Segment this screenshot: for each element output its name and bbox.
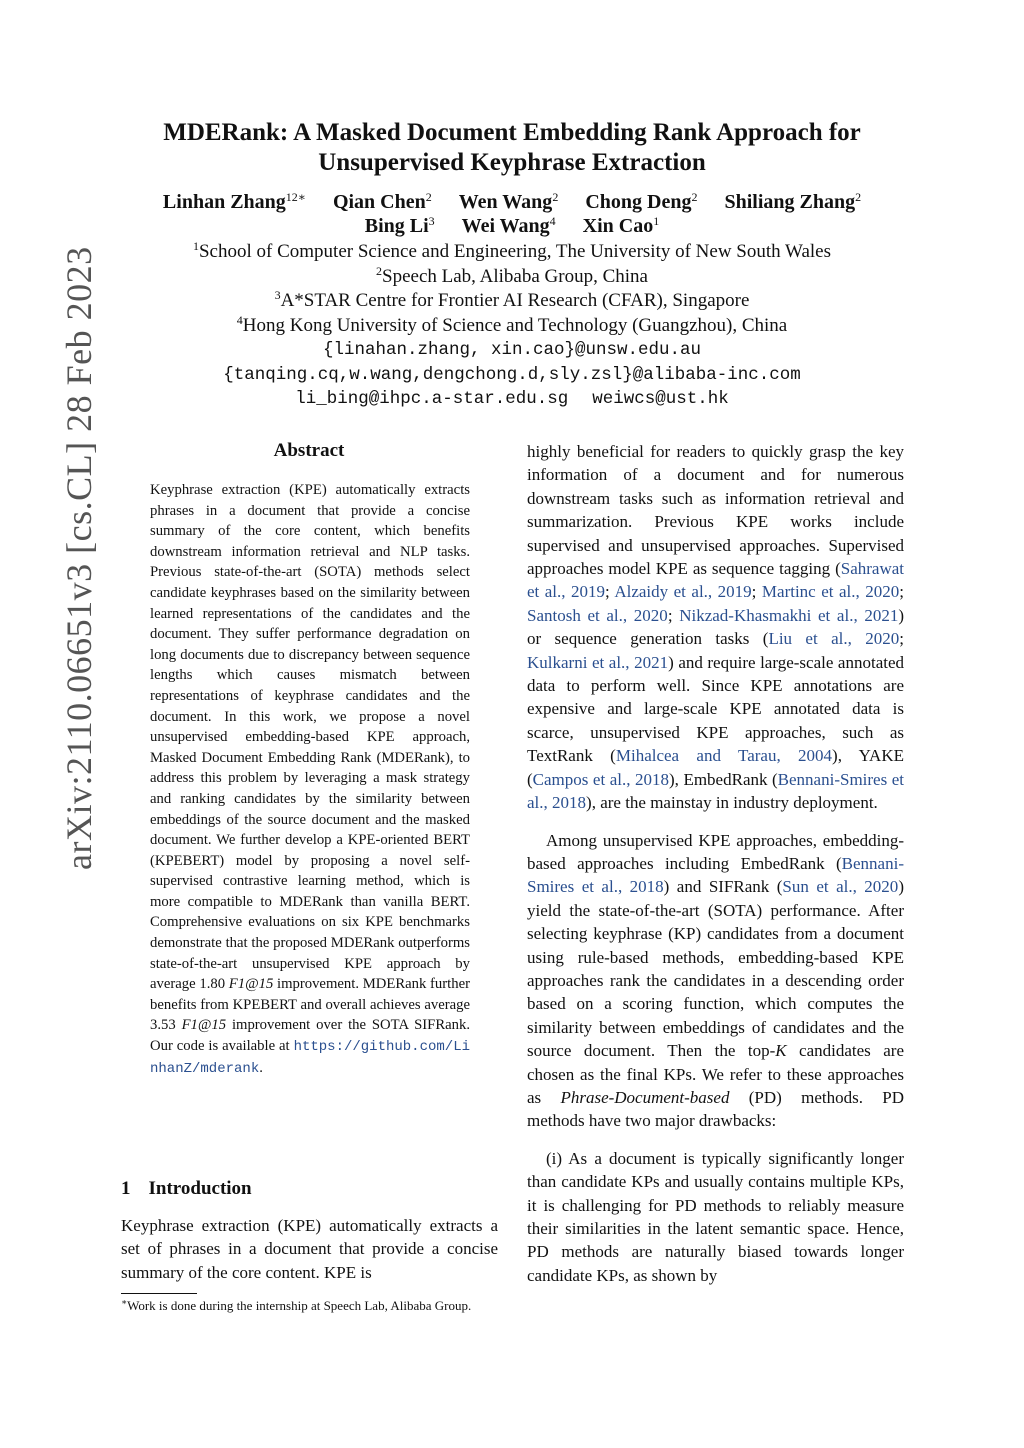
author: Wen Wang$^2$ <box>458 190 559 213</box>
abstract-body: Keyphrase extraction (KPE) automatically extracts phrases in a document that provide a concise summary of the core content, which benefits downstream information retrieval and NLP tasks. Previous state-of-the-art (SOTA) methods select candidate keyphrases based on the similarity between learned representations of the candidates and the document. They suffer performance degradation on long documents due to discrepancy between sequence lengths which causes mismatch between representations of keyphrase candidates and the document. In this work, we propose a novel unsupervised embedding-based KPE approach, Masked Document Embedding Rank (MDERank), to address this problem by leveraging a mask strategy and ranking candidates by the similarity between embeddings of the source document and the masked document. We further develop a KPE-oriented BERT (KPEBERT) model by proposing a novel self-supervised contrastive learning method, which is more compatible to MDERank than vanilla BERT. Comprehensive evaluations on six KPE benchmarks demonstrate that the proposed MDERank outperforms state-of-the-art unsupervised KPE approach by average 1.80 F1@15 improvement. MDERank further benefits from KPEBERT and overall achieves average 3.53 F1@15 improvement over the SOTA SIFRank. Our code is available at https://github.com/LinhanZ/mderank. <box>150 482 471 1077</box>
citation-link[interactable]: Martinc et al., 2020 <box>761 582 900 602</box>
affiliation: $^4$Hong Kong University of Science and Technology (Guangzhou), China <box>236 312 788 336</box>
metric: F1@15 <box>228 976 274 993</box>
affiliation: $^2$Speech Lab, Alibaba Group, China <box>376 263 648 287</box>
email-line-3 <box>120 387 904 412</box>
author: Chong Deng$^2$ <box>585 190 698 213</box>
citation-link[interactable]: Bennani-Smires et al., 2018 <box>527 853 904 897</box>
citation-link[interactable]: Campos et al., 2018 <box>532 769 670 789</box>
author-row-2 <box>120 214 904 238</box>
abstract-heading: Abstract <box>273 440 345 461</box>
paper-title <box>120 118 904 178</box>
paragraph: Among unsupervised KPE approaches, embedding-based approaches including EmbedRank (Bennani-Smires et al., 2018) and SIFRank (Sun et al., 2020) yield the state-of-the-art (SOTA) performance. After selecting keyphrase (KP) candidates from a document using rule-based methods, embedding-based KPE approaches rank the candidates in a descending order based on a scoring function, which computes the similarity between embeddings of candidates and the source document. Then the top-K candidates are chosen as the final KPs. We refer to these approaches as Phrase-Document-based (PD) methods. PD methods have two major drawbacks: <box>527 830 904 1131</box>
email-link[interactable]: li_bing@ihpc.a-star.edu.sg <box>295 389 569 409</box>
author-list <box>120 190 904 238</box>
citation-link[interactable]: Sun et al., 2020 <box>782 877 899 897</box>
metric: F1@15 <box>181 1017 227 1034</box>
title-line-2: Unsupervised Keyphrase Extraction <box>318 149 706 176</box>
email-line-2[interactable]: {tanqing.cq,w.wang,dengchong.d,sly.zsl}@alibaba-inc.com <box>223 364 801 385</box>
author: Xin Cao$^1$ <box>582 214 660 237</box>
author-row-1 <box>120 190 904 214</box>
citation-link[interactable]: Kulkarni et al., 2021 <box>527 652 669 672</box>
citation-link[interactable]: Mihalcea and Tarau, 2004 <box>615 746 833 766</box>
code-url-link[interactable]: https://github.com/LinhanZ/mderank <box>150 1039 470 1077</box>
citation-link[interactable]: Nikzad-Khasmakhi et al., 2021 <box>679 605 899 625</box>
author: Linhan Zhang$^{12∗}$ <box>162 190 306 213</box>
arxiv-identifier[interactable]: arXiv:2110.06651v3 [cs.CL] 28 Feb 2023 <box>59 246 99 870</box>
email-link[interactable]: weiwcs@ust.hk <box>592 389 729 409</box>
author: Wei Wang$^4$ <box>461 214 556 237</box>
citation-link[interactable]: Liu et al., 2020 <box>768 629 900 649</box>
footnote: ∗Work is done during the internship at Speech Lab, Alibaba Group. <box>121 1297 472 1313</box>
affiliations <box>120 240 904 412</box>
author: Qian Chen$^2$ <box>332 190 432 213</box>
email-line-1[interactable]: {linahan.zhang, xin.cao}@unsw.edu.au <box>322 340 702 360</box>
author: Bing Li$^3$ <box>364 214 435 237</box>
section-heading-introduction: 1 Introduction <box>121 1178 252 1199</box>
author: Shiliang Zhang$^2$ <box>724 190 862 213</box>
citation-link[interactable]: Sahrawat et al., 2019 <box>527 559 904 602</box>
title-line-1: MDERank: A Masked Document Embedding Rank Approach for <box>163 119 861 146</box>
right-column <box>527 440 904 1301</box>
paragraph: highly beneficial for readers to quickly grasp the key information of a document and for numerous downstream tasks such as information retrieval and summarization. Previous KPE works include supervised and unsupervised approaches. Supervised approaches model KPE as sequence tagging (Sahrawat et al., 2019; Alzaidy et al., 2019; Martinc et al., 2020; Santosh et al., 2020; Nikzad-Khasmakhi et al., 2021) or sequence generation tasks (Liu et al., 2020; Kulkarni et al., 2021) and require large-scale annotated data to perform well. Since KPE annotations are expensive and large-scale KPE annotated data is scarce, unsupervised KPE approaches, such as TextRank (Mihalcea and Tarau, 2004), YAKE (Campos et al., 2018), EmbedRank (Bennani-Smires et al., 2018), are the mainstay in industry deployment. <box>527 442 905 813</box>
footnote-divider <box>121 1293 197 1294</box>
affiliation: $^1$School of Computer Science and Engineering, The University of New South Wales <box>192 239 832 262</box>
citation-link[interactable]: Alzaidy et al., 2019 <box>614 582 752 602</box>
citation-link[interactable]: Bennani-Smires et al., 2018 <box>527 769 905 813</box>
affiliation: $^3$A*STAR Centre for Frontier AI Research (CFAR), Singapore <box>274 288 750 311</box>
paragraph: (i) As a document is typically significantly longer than candidate KPs and usually contains multiple KPs, it is challenging for PD methods to reliably measure their similarities in the latent semantic space. Hence, PD methods are naturally biased towards longer candidate KPs, as shown by <box>527 1148 904 1285</box>
term: Phrase-Document-based <box>560 1087 730 1107</box>
citation-link[interactable]: Santosh et al., 2020 <box>527 605 668 625</box>
introduction-body: Keyphrase extraction (KPE) automatically extracts a set of phrases in a document that provide a concise summary of the core content. KPE is <box>121 1216 498 1282</box>
